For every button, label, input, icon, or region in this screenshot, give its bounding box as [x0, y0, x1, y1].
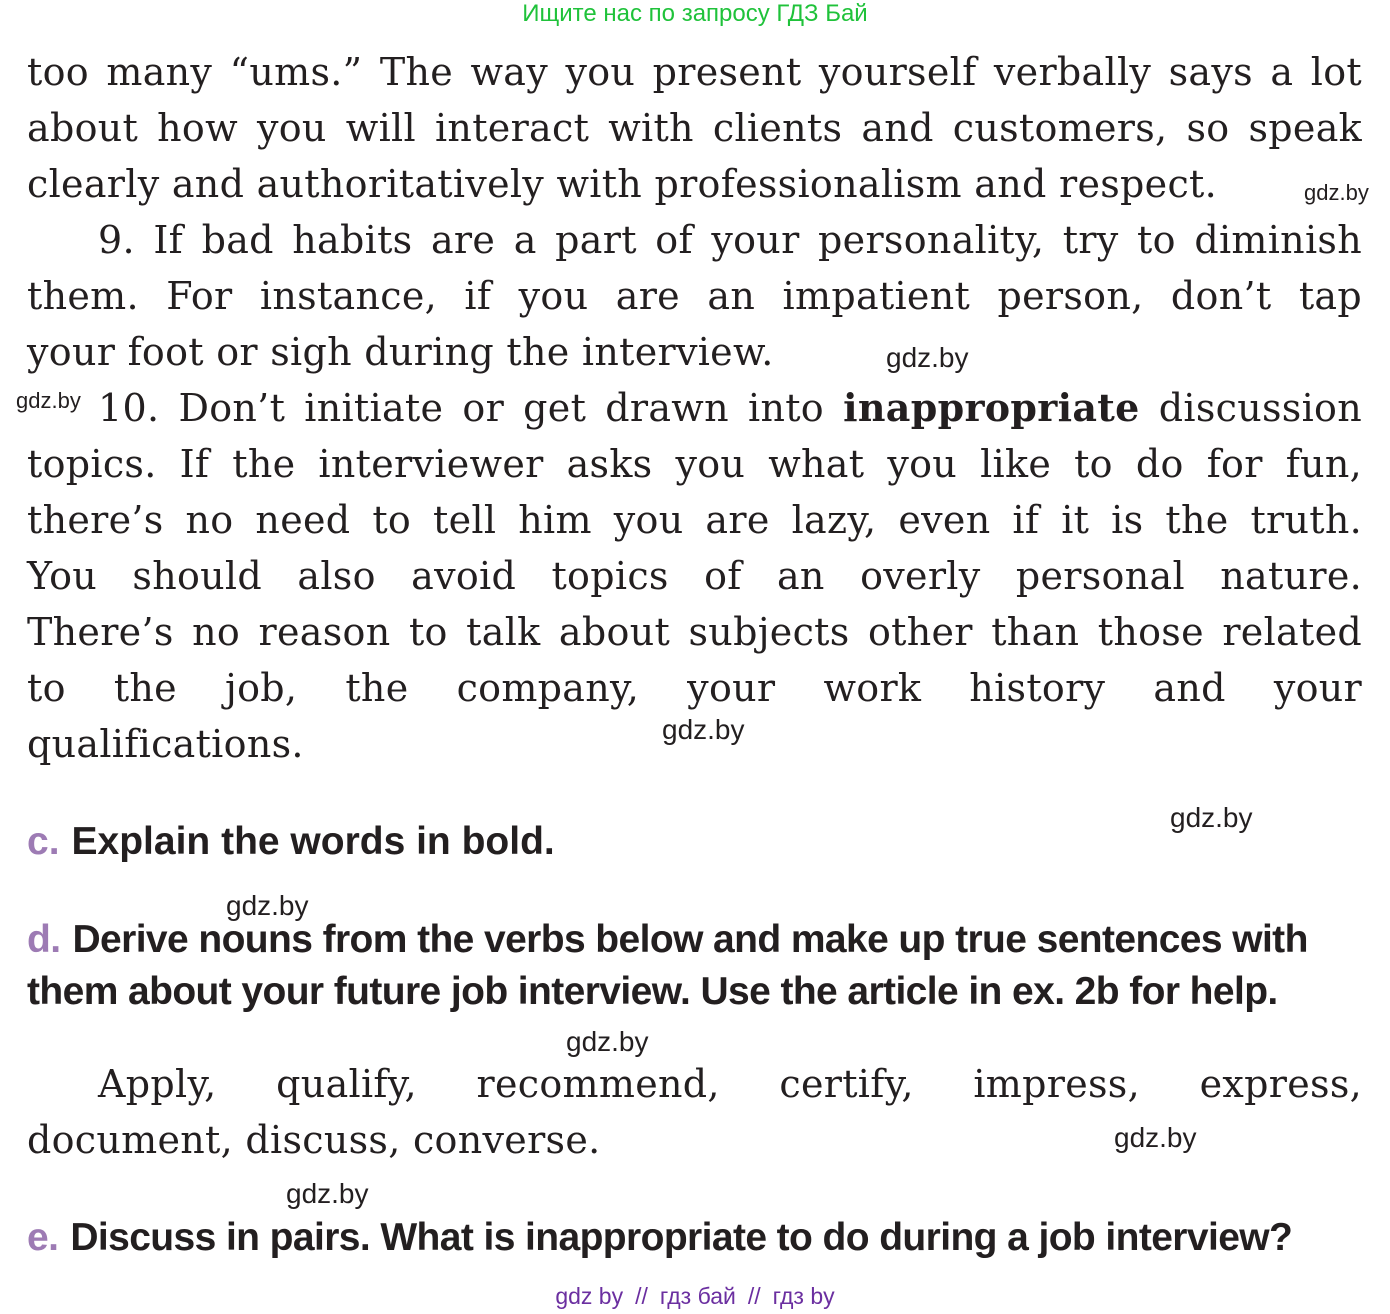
footer-link[interactable]: гдз бай — [659, 1283, 736, 1309]
footer-link[interactable]: gdz by — [555, 1283, 624, 1309]
watermark: gdz.by — [566, 1026, 649, 1057]
task-e — [27, 1212, 1367, 1264]
watermark: gdz.by — [886, 342, 969, 373]
paragraph-10-line — [98, 380, 1362, 436]
text-line: clearly and authoritatively with professionalism and respect. — [27, 162, 1217, 206]
watermark: gdz.by — [286, 1178, 369, 1209]
footer-link[interactable]: гдз by — [772, 1283, 835, 1309]
watermark: gdz.by — [662, 714, 745, 745]
word-list-line: document, discuss, converse. — [27, 1118, 601, 1162]
watermark: gdz.by — [1114, 1122, 1197, 1153]
text-line: too many “ums.” The way you present yourself verbally says a lot — [27, 50, 1362, 94]
task-d — [27, 914, 1367, 966]
task-text: them about your future job interview. Use the article in ex. 2b for help. — [27, 970, 1278, 1013]
paragraph-number: 9. — [98, 218, 135, 262]
text-line: You should also avoid topics of an overly personal nature. — [27, 554, 1362, 598]
footer — [0, 1282, 1390, 1310]
text-line: There’s no reason to talk about subjects other than those related — [27, 610, 1362, 654]
task-text: Derive nouns from the verbs below and make up true sentences with — [72, 918, 1308, 961]
text-line: them. For instance, if you are an impatient person, don’t tap — [27, 274, 1362, 318]
task-letter: c. — [27, 820, 60, 863]
paragraph-number: 10. — [98, 386, 160, 430]
task-letter: e. — [27, 1216, 59, 1259]
text-span: discussion — [1158, 386, 1362, 430]
watermark: gdz.by — [1170, 802, 1253, 833]
text-line: to the job, the company, your work history and your — [27, 666, 1362, 710]
watermark: gdz.by — [16, 388, 81, 413]
word-list-line: Apply, qualify, recommend, certify, impress, express, — [98, 1062, 1362, 1106]
text-line: topics. If the interviewer asks you what you like to do for fun, — [27, 442, 1362, 486]
task-c — [27, 816, 1367, 868]
bold-word: inappropriate — [843, 385, 1140, 430]
text-span: If bad habits are a part of your personality, try to diminish — [153, 218, 1362, 262]
watermark: gdz.by — [226, 890, 309, 921]
footer-separator: // — [747, 1283, 761, 1309]
text-line: there’s no need to tell him you are lazy, even if it is the truth. — [27, 498, 1362, 542]
task-text: Discuss in pairs. What is inappropriate to do during a job interview? — [70, 1216, 1293, 1259]
watermark: gdz.by — [1304, 180, 1369, 205]
text-line: qualifications. — [27, 722, 304, 766]
paragraph-9-line — [98, 212, 1362, 268]
footer-separator: // — [635, 1283, 648, 1309]
task-letter: d. — [27, 918, 61, 961]
text-line: about how you will interact with clients and customers, so speak — [27, 106, 1362, 150]
text-span: Don’t initiate or get drawn into — [178, 386, 824, 430]
text-line: your foot or sigh during the interview. — [27, 330, 774, 374]
task-text: Explain the words in bold. — [71, 820, 555, 863]
top-banner: Ищите нас по запросу ГДЗ Бай — [522, 0, 868, 27]
